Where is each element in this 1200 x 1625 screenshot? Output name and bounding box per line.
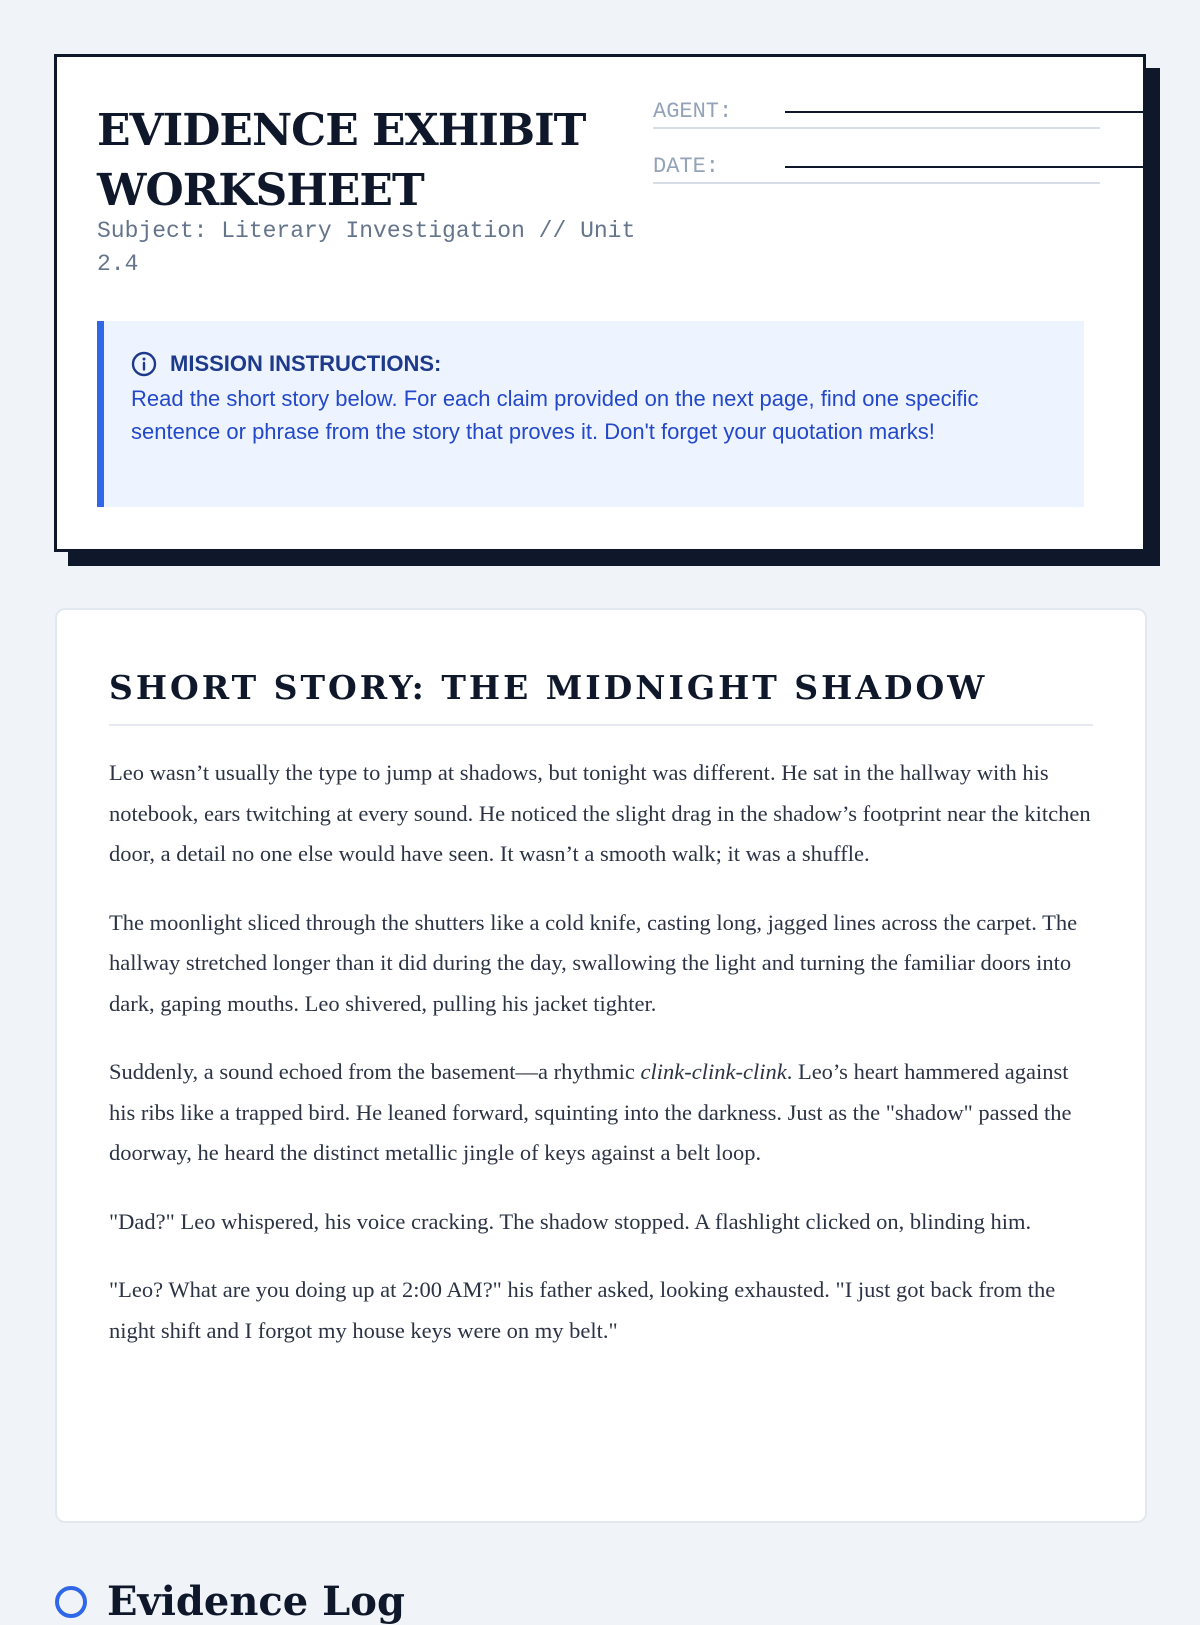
worksheet-header (54, 54, 1146, 552)
circle-icon (55, 1586, 87, 1618)
story-paragraph: "Dad?" Leo whispered, his voice cracking. The shadow stopped. A flashlight clicked on, blinding him. (109, 1208, 1032, 1234)
page-title: EVIDENCE EXHIBIT WORKSHEET (97, 105, 586, 216)
agent-field (653, 99, 1100, 129)
story-paragraph (109, 1052, 1095, 1174)
agent-blank-line (785, 111, 1145, 113)
instructions-heading: MISSION INSTRUCTIONS: (170, 351, 442, 376)
story-sound-effect: clink-clink-clink (640, 1059, 787, 1084)
instructions-heading-row (131, 349, 1054, 379)
date-blank-line (785, 166, 1145, 168)
evidence-log-heading (55, 1578, 405, 1625)
evidence-log-title: Evidence Log (107, 1578, 405, 1625)
agent-label: AGENT: (653, 99, 733, 124)
story-text: Suddenly, a sound echoed from the basement—a rhythmic (109, 1059, 641, 1084)
date-field (653, 154, 1100, 184)
mission-instructions (97, 321, 1084, 507)
instructions-body: Read the short story below. For each claim provided on the next page, find one specific sentence or phrase from the story that proves it. Don't forget your quotation marks! (131, 386, 979, 444)
story-paragraph: The moonlight sliced through the shutters like a cold knife, casting long, jagged lines across the carpet. The hallway stretched longer than it did during the day, swallowing the light and turning the familiar doors into dark, gaping mouths. Leo shivered, pulling his jacket tighter. (109, 909, 1078, 1016)
date-label: DATE: (653, 154, 720, 179)
story-text: . Leo’s heart hammered against his ribs like a trapped bird. He leaned forward, squinting into the darkness. Just as the "shadow" passed the doorway, he heard the distinct metallic jingle of keys against a belt loop. (109, 1059, 1072, 1165)
story-body (109, 753, 1095, 1379)
story-card (55, 608, 1147, 1523)
story-paragraph: Leo wasn’t usually the type to jump at shadows, but tonight was different. He sat in the hallway with his notebook, ears twitching at every sound. He noticed the slight drag in the shadow’s footprint near the kitchen door, a detail no one else would have seen. It wasn’t a smooth walk; it was a shuffle. (109, 760, 1091, 866)
page-subtitle: Subject: Literary Investigation // Unit 2.4 (97, 218, 636, 277)
story-paragraph: "Leo? What are you doing up at 2:00 AM?" his father asked, looking exhausted. "I just got back from the night shift and I forgot my house keys were on my belt." (109, 1277, 1056, 1343)
story-divider (109, 724, 1093, 726)
info-icon (131, 351, 157, 377)
story-title: SHORT STORY: THE MIDNIGHT SHADOW (109, 668, 988, 707)
